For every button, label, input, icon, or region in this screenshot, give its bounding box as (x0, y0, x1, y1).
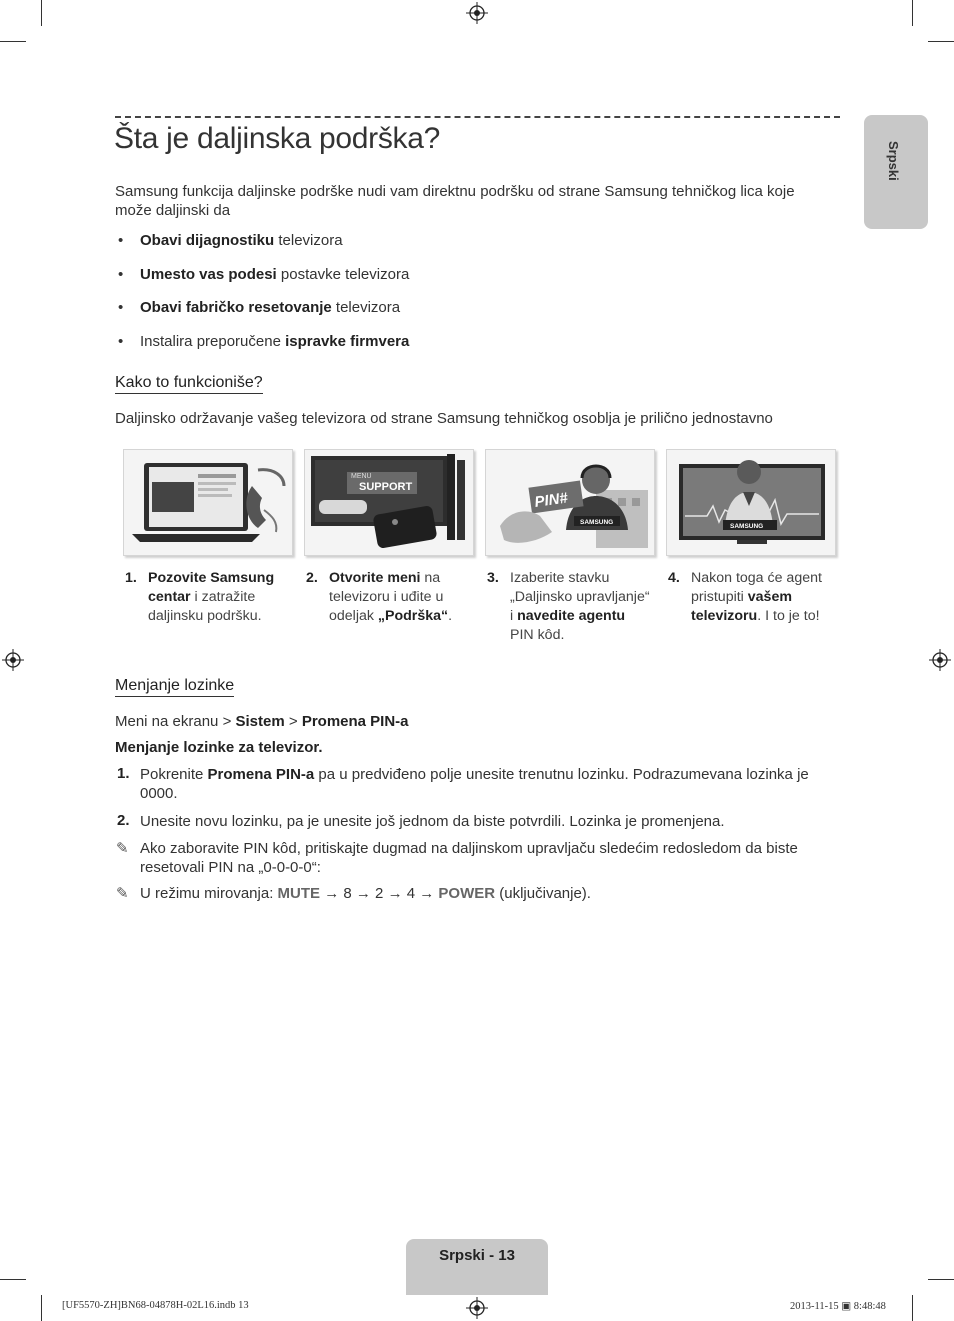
crop-mark (928, 1279, 954, 1280)
crop-mark (928, 41, 954, 42)
pin-label: PIN# (533, 489, 569, 511)
ordered-item-number: 2. (117, 812, 130, 829)
print-slug-left: [UF5570-ZH]BN68-04878H-02L16.indb 13 (62, 1300, 249, 1311)
page-title: Šta je daljinska podrška? (114, 122, 441, 155)
registration-mark-icon (929, 649, 951, 671)
note-pencil-icon: ✎ (116, 840, 129, 857)
crop-mark (41, 0, 42, 26)
ordered-item-number: 1. (117, 765, 130, 782)
support-label: SUPPORT (359, 481, 413, 493)
crop-mark (912, 1295, 913, 1321)
crop-mark (0, 1279, 26, 1280)
ordered-item: Pokrenite Promena PIN-a pa u predviđeno polje unesite trenutnu lozinku. Podrazumevana lozinka je 0000. (140, 766, 809, 802)
intro-paragraph: Samsung funkcija daljinske podrške nudi vam direktnu podršku od strane Samsung tehničkog lica koje može daljinski da (115, 183, 795, 219)
brand-label: SAMSUNG (730, 523, 764, 530)
laptop-phone-icon (124, 450, 292, 555)
crop-mark (0, 41, 26, 42)
crop-mark (912, 0, 913, 26)
ordered-item: Unesite novu lozinku, pa je unesite još jednom da biste potvrdili. Lozinka je promenjena. (140, 813, 725, 830)
registration-mark-icon (2, 649, 24, 671)
note: Ako zaboravite PIN kôd, pritiskajte dugmad na daljinskom upravljaču sledećim redosledom da biste resetovali PIN na „0-0-0-0“: (140, 840, 798, 876)
feature-list (115, 231, 409, 365)
agent-pin-icon (486, 450, 654, 555)
illustration-agent-tv (666, 449, 836, 556)
brand-label: SAMSUNG (580, 519, 614, 526)
note: U režimu mirovanja: MUTE → 8 → 2 → 4 → POWER (uključivanje). (140, 885, 591, 902)
language-side-tab (864, 115, 928, 229)
list-item: • Umesto vas podesi postavke televizora (115, 265, 409, 299)
section-heading-how: Kako to funkcioniše? (115, 374, 263, 394)
crop-mark (41, 1295, 42, 1321)
note-pencil-icon: ✎ (116, 885, 129, 902)
illustration-call-center (123, 449, 293, 556)
menu-label: MENU (351, 473, 372, 480)
illustration-support-menu (304, 449, 474, 556)
section-heading-password: Menjanje lozinke (115, 677, 234, 697)
password-subtitle: Menjanje lozinke za televizor. (115, 739, 323, 756)
title-rule (115, 116, 840, 118)
list-item: • Obavi dijagnostiku televizora (115, 231, 409, 265)
page-number-tab (406, 1239, 548, 1295)
registration-mark-icon (466, 1297, 488, 1319)
list-item: • Obavi fabričko resetovanje televizora (115, 298, 409, 332)
registration-mark-icon (466, 2, 488, 24)
page-number: Srpski - 13 (439, 1247, 515, 1264)
menu-path: Meni na ekranu > Sistem > Promena PIN-a (115, 713, 409, 730)
illustration-pin (485, 449, 655, 556)
how-paragraph: Daljinsko održavanje vašeg televizora od strane Samsung tehničkog osoblja je prilično jednostavno (115, 410, 773, 427)
agent-tv-icon (667, 450, 835, 555)
list-item: • Instalira preporučene ispravke firmvera (115, 332, 409, 366)
side-tab-label: Srpski (886, 141, 901, 181)
print-slug-right: 2013-11-15 ▣ 8:48:48 (790, 1301, 886, 1312)
tv-menu-icon (305, 450, 473, 555)
